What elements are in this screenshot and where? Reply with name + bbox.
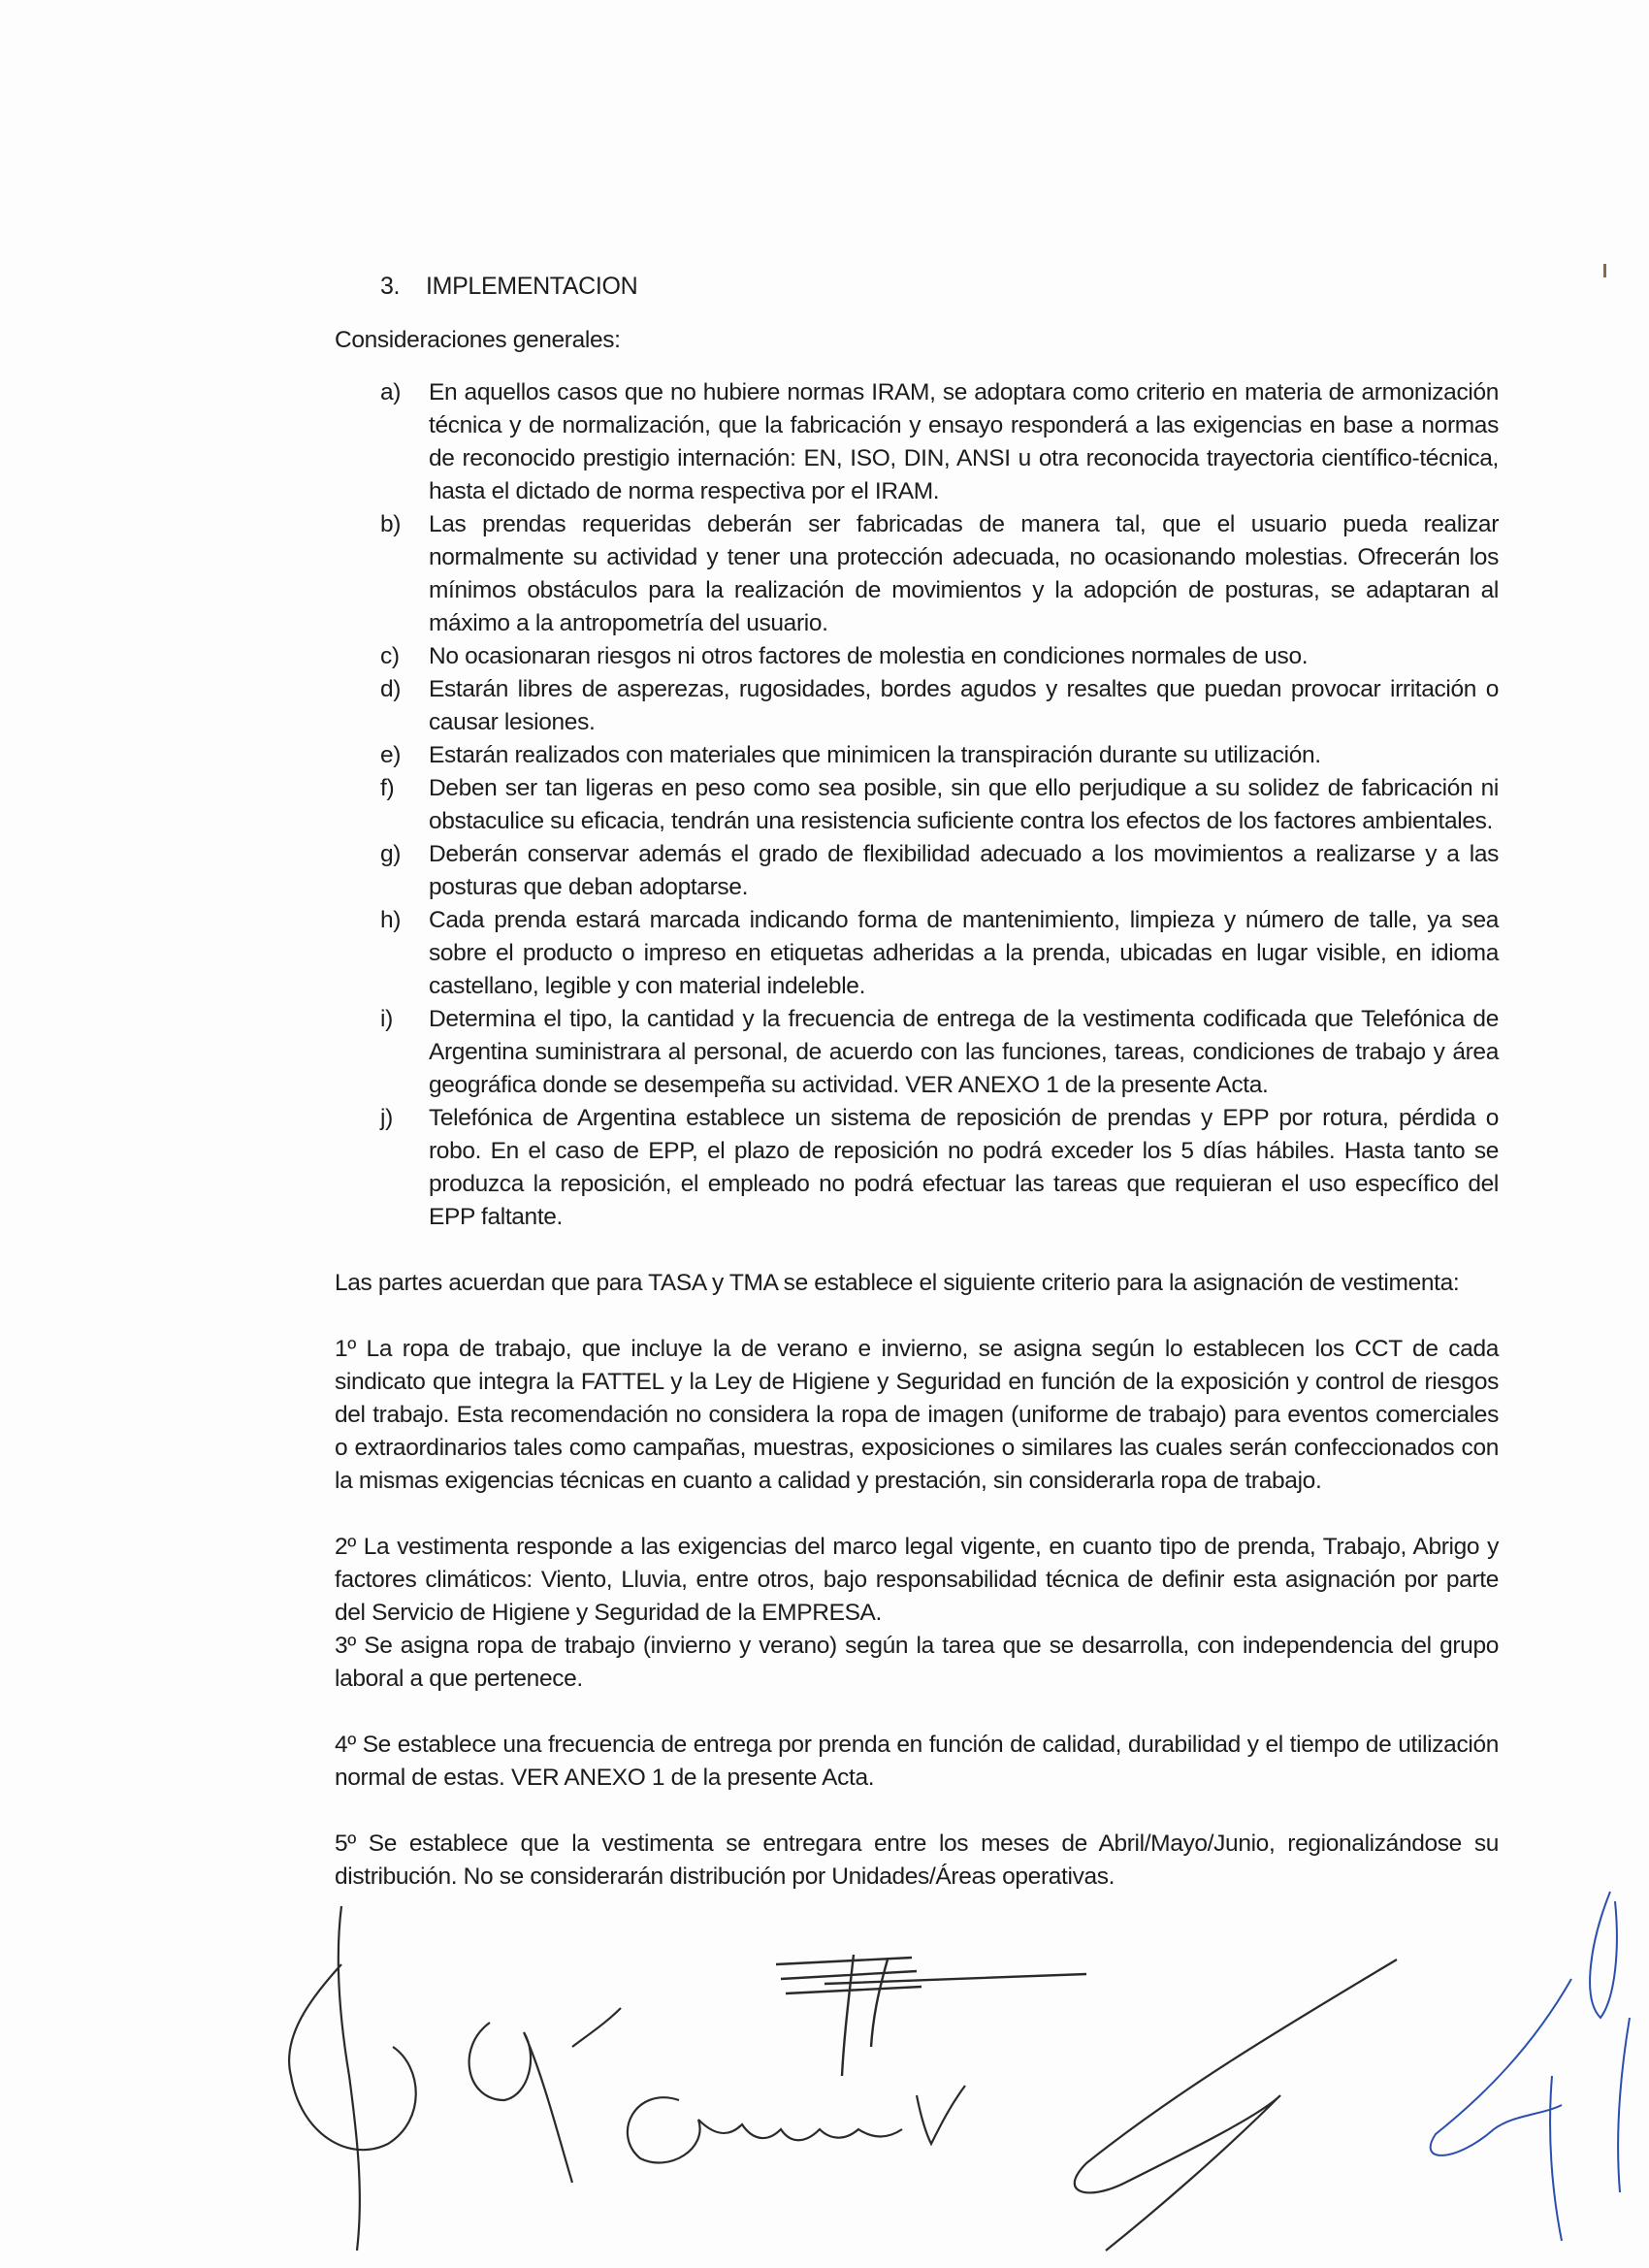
signature-3	[776, 1955, 1086, 2076]
list-item	[335, 376, 1499, 508]
list-item	[335, 640, 1499, 673]
subheading: Consideraciones generales:	[335, 327, 621, 353]
list-item-text: Las prendas requeridas deberán ser fabricadas de manera tal, que el usuario pueda realizar normalmente su actividad y tener una protección adecuada, no ocasionando molestias. Ofrecerán los mínimos obstáculos para la realización de movimientos y la adopción de posturas, se adaptaran al máximo a la antropometría del usuario.	[429, 511, 1499, 636]
paragraph-3: 3º Se asigna ropa de trabajo (invierno y verano) según la tarea que se desarrolla, con independencia del grupo laboral a que pertenece.	[335, 1633, 1499, 1692]
list-item-marker: b)	[380, 511, 402, 537]
list-item-text: Deberán conservar además el grado de flexibilidad adecuado a los movimientos a realizarse y a las posturas que deban adoptarse.	[429, 841, 1499, 900]
considerations-list	[335, 376, 1499, 1234]
list-item-marker: d)	[380, 676, 402, 702]
list-item-marker: i)	[380, 1006, 393, 1032]
signature-6	[1431, 1892, 1630, 2241]
list-item	[335, 838, 1499, 904]
list-item-text: No ocasionaran riesgos ni otros factores de molestia en condiciones normales de uso.	[429, 643, 1309, 669]
list-item-text: Determina el tipo, la cantidad y la frecuencia de entrega de la vestimenta codificada que Telefónica de Argentina suministrara al personal, de acuerdo con las funciones, tareas, condiciones de trabajo y área geográfica donde se desempeña su actividad. VER ANEXO 1 de la presente Acta.	[429, 1006, 1499, 1098]
intro-paragraph: Las partes acuerdan que para TASA y TMA se establece el siguiente criterio para la asignación de vestimenta:	[335, 1270, 1460, 1296]
list-item-text: Cada prenda estará marcada indicando forma de mantenimiento, limpieza y número de talle, ya sea sobre el producto o impreso en etiquetas adheridas a la prenda, ubicadas en lugar visible, en idioma castellano, legible y con material indeleble.	[429, 907, 1499, 999]
paragraph-2: 2º La vestimenta responde a las exigencias del marco legal vigente, en cuanto tipo de prenda, Trabajo, Abrigo y factores climáticos: Viento, Lluvia, entre otros, bajo responsabilidad técnica de definir esta asignación por parte del Servicio de Higiene y Seguridad de la EMPRESA.	[335, 1534, 1499, 1626]
list-item	[335, 1003, 1499, 1102]
list-item	[335, 904, 1499, 1003]
list-item-text: En aquellos casos que no hubiere normas IRAM, se adoptara como criterio en materia de armonización técnica y de normalización, que la fabricación y ensayo responderá a las exigencias en base a normas de reconocido prestigio internación: EN, ISO, DIN, ANSI u otra reconocida trayectoria científico-técnica, hasta el dictado de norma respectiva por el IRAM.	[429, 379, 1499, 504]
list-item	[335, 673, 1499, 739]
signature-4	[628, 2086, 965, 2162]
paragraph-5: 5º Se establece que la vestimenta se entregara entre los meses de Abril/Mayo/Junio, regionalizándose su distribución. No se considerarán distribución por Unidades/Áreas operativas.	[335, 1831, 1499, 1890]
list-item-marker: g)	[380, 841, 402, 867]
paragraph-4: 4º Se establece una frecuencia de entrega por prenda en función de calidad, durabilidad y el tiempo de utilización normal de estas. VER ANEXO 1 de la presente Acta.	[335, 1732, 1499, 1791]
paragraph-1: 1º La ropa de trabajo, que incluye la de verano e invierno, se asigna según lo establecen los CCT de cada sindicato que integra la FATTEL y la Ley de Higiene y Seguridad en función de la exposición y control de riesgos del trabajo. Esta recomendación no considera la ropa de imagen (uniforme de trabajo) para eventos comerciales o extraordinarios tales como campañas, muestras, exposiciones o similares las cuales serán confeccionados con la mismas exigencias técnicas en cuanto a calidad y prestación, sin considerarla ropa de trabajo.	[335, 1336, 1499, 1494]
list-item-text: Estarán realizados con materiales que minimicen la transpiración durante su utilización.	[429, 742, 1321, 768]
list-item-marker: h)	[380, 907, 402, 933]
list-item-text: Deben ser tan ligeras en peso como sea posible, sin que ello perjudique a su solidez de fabricación ni obstaculice su eficacia, tendrán una resistencia suficiente contra los efectos de los factores ambientales.	[429, 775, 1499, 834]
list-item-text: Estarán libres de asperezas, rugosidades, bordes agudos y resaltes que puedan provocar irritación o causar lesiones.	[429, 676, 1499, 735]
document-body	[335, 270, 1499, 1894]
list-item-marker: f)	[380, 775, 395, 801]
signature-1	[289, 1906, 416, 2251]
section-heading	[380, 270, 1499, 303]
section-title: IMPLEMENTACION	[426, 273, 638, 300]
margin-mark	[1603, 264, 1606, 277]
list-item	[335, 508, 1499, 640]
list-item	[335, 1102, 1499, 1234]
list-item-marker: j)	[380, 1105, 393, 1131]
list-item-marker: e)	[380, 742, 402, 768]
list-item	[335, 772, 1499, 838]
signature-2	[469, 2008, 621, 2183]
list-item-text: Telefónica de Argentina establece un sistema de reposición de prendas y EPP por rotura, pérdida o robo. En el caso de EPP, el plazo de reposición no podrá exceder los 5 días hábiles. Hasta tanto se produzca la reposición, el empleado no podrá efectuar las tareas que requieran el uso específico del EPP faltante.	[429, 1105, 1499, 1230]
signature-5	[1075, 1960, 1397, 2251]
list-item-marker: a)	[380, 379, 402, 405]
list-item	[335, 739, 1499, 772]
list-item-marker: c)	[380, 643, 400, 669]
section-number: 3.	[380, 273, 401, 300]
